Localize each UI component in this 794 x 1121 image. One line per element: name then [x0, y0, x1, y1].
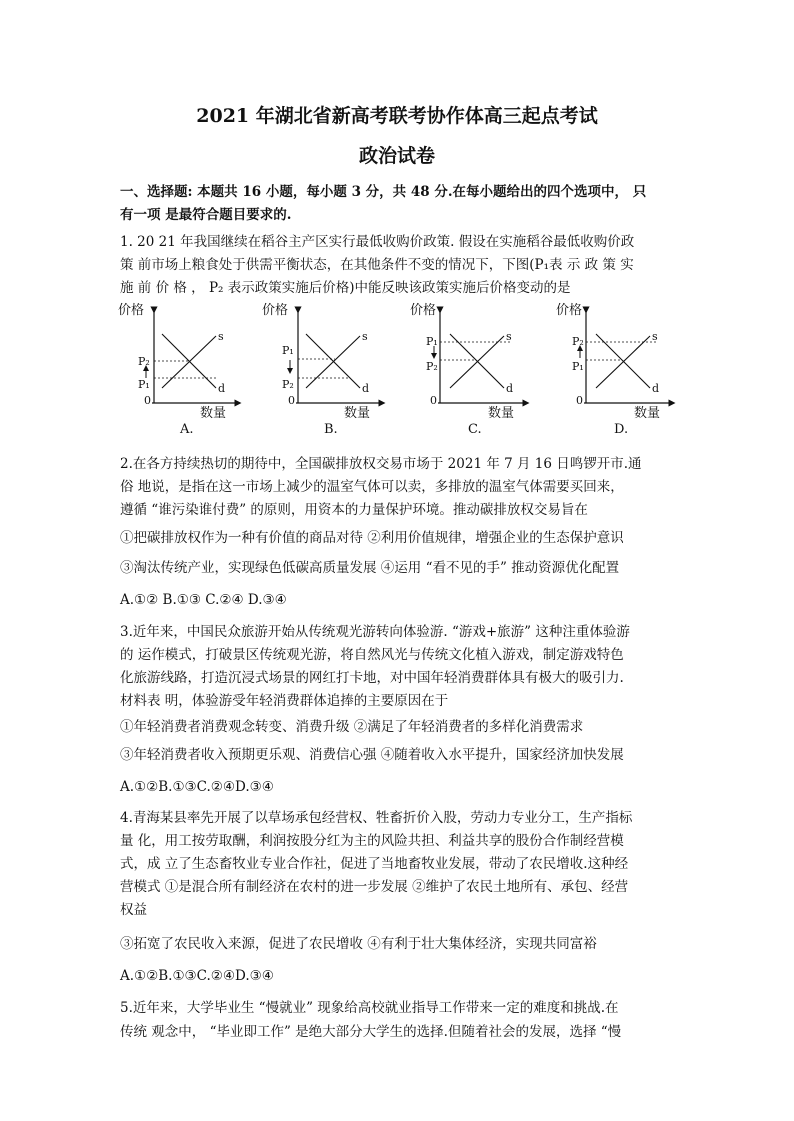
graph-c[interactable]	[410, 300, 530, 440]
section-instruction-line1: 一、选择题: 本题共 16 小题，每小题 3 分，共 48 分.在每小题给出的四个选项中， 只	[120, 184, 647, 200]
supply-label: s	[506, 330, 512, 343]
demand-label: d	[506, 382, 514, 395]
x-axis-label: 数量	[634, 406, 661, 421]
origin-label: 0	[430, 394, 437, 407]
q5-line2: 传统 观念中， “毕业即工作” 是绝大部分大学生的选择.但随着社会的发展，选择 “慢	[120, 1024, 622, 1040]
q4-line5: 权益	[120, 902, 147, 918]
q3-line4: 材料表 明，体验游受年轻消费群体追捧的主要原因在于	[120, 693, 449, 709]
page-title: 2021 年湖北省新高考联考协作体高三起点考试	[196, 105, 598, 127]
graph-d[interactable]	[556, 300, 676, 440]
q3-option-line1: ①年轻消费者消费观念转变、消费升级 ②满足了年轻消费者的多样化消费需求	[120, 719, 584, 735]
q4-line2: 量 化，用工按劳取酬，利润按股分红为主的风险共担、利益共享的股份合作制经营模	[120, 833, 624, 849]
origin-label: 0	[288, 394, 295, 407]
q4-line4: 营模式 ①是混合所有制经济在农村的进一步发展 ②维护了农民土地所有、承包、经营	[120, 879, 629, 895]
graph-option-label: D.	[614, 422, 629, 437]
supply-label: s	[362, 330, 368, 343]
q3-line3: 化旅游线路，打造沉浸式场景的网红打卡地，对中国年轻消费群体具有极大的吸引力.	[120, 670, 624, 686]
supply-label: s	[218, 330, 224, 343]
demand-label: d	[362, 382, 370, 395]
q4-answers: A.①②B.①③C.②④D.③④	[120, 968, 274, 984]
graph-a[interactable]	[118, 300, 238, 440]
upper-price-label: P₁	[282, 344, 294, 357]
q2-line2: 俗 地说，是指在这一市场上减少的温室气体可以卖，多排放的温室气体需要买回来，	[120, 479, 624, 495]
q4-line3: 式，成 立了生态畜牧业专业合作社，促进了当地畜牧业发展，带动了农民增收.这种经	[120, 856, 629, 872]
demand-label: d	[218, 382, 226, 395]
lower-price-label: P₁	[572, 360, 584, 373]
x-axis-label: 数量	[200, 406, 227, 421]
lower-price-label: P₂	[282, 378, 294, 391]
q2-option-line1: ①把碳排放权作为一种有价值的商品对待 ②利用价值规律，增强企业的生态保护意识	[120, 530, 624, 546]
q2-line3: 遵循 “谁污染谁付费” 的原则，用资本的力量保护环境。推动碳排放权交易旨在	[120, 502, 588, 518]
graph-b[interactable]	[262, 300, 382, 440]
y-axis-label: 价格	[118, 303, 145, 318]
q5-line1: 5.近年来，大学毕业生 “慢就业” 现象给高校就业指导工作带来一定的难度和挑战.在	[120, 1000, 619, 1016]
q1-line2: 策 前市场上粮食处于供需平衡状态，在其他条件不变的情况下，下图(P₁表 示 政 策 实	[120, 257, 634, 273]
upper-price-label: P₂	[138, 355, 150, 368]
graph-option-label: C.	[468, 422, 482, 437]
y-axis-label: 价格	[556, 303, 583, 318]
q3-line2: 的 运作模式，打破景区传统观光游，将自然风光与传统文化植入游戏，制定游戏特色	[120, 647, 624, 663]
y-axis-label: 价格	[410, 303, 437, 318]
upper-price-label: P₂	[572, 335, 584, 348]
graph-option-label: B.	[324, 422, 338, 437]
upper-price-label: P₁	[426, 335, 438, 348]
section-instruction-line2: 有一项 是最符合题目要求的.	[120, 207, 292, 223]
q4-line1: 4.青海某县率先开展了以草场承包经营权、牲畜折价入股，劳动力专业分工，生产指标	[120, 810, 633, 826]
origin-label: 0	[144, 394, 151, 407]
supply-label: s	[652, 330, 658, 343]
q4-option-line1: ③拓宽了农民收入来源，促进了农民增收 ④有利于壮大集体经济，实现共同富裕	[120, 936, 597, 952]
graph-option-label: A.	[180, 422, 194, 437]
x-axis-label: 数量	[344, 406, 371, 421]
q2-option-line2: ③淘汰传统产业，实现绿色低碳高质量发展 ④运用 “看不见的手” 推动资源优化配置	[120, 560, 620, 576]
origin-label: 0	[576, 394, 583, 407]
x-axis-label: 数量	[488, 406, 515, 421]
q3-answers: A.①②B.①③C.②④D.③④	[120, 779, 274, 795]
q1-line3: 施 前 价 格 ， P₂ 表示政策实施后价格)中能反映该政策实施后价格变动的是	[120, 280, 571, 296]
lower-price-label: P₁	[138, 378, 150, 391]
q2-answers: A.①② B.①③ C.②④ D.③④	[120, 592, 287, 608]
q3-option-line2: ③年轻消费者收入预期更乐观、消费信心强 ④随着收入水平提升，国家经济加快发展	[120, 747, 624, 763]
q2-line1: 2.在各方持续热切的期待中，全国碳排放权交易市场于 2021 年 7 月 16 日鸣锣开市.通	[120, 456, 642, 472]
q1-line1: 1. 20 21 年我国继续在稻谷主产区实行最低收购价政策. 假设在实施稻谷最低收购价政	[120, 234, 635, 250]
y-axis-label: 价格	[262, 303, 289, 318]
page-subtitle: 政治试卷	[358, 145, 435, 167]
lower-price-label: P₂	[426, 360, 438, 373]
q3-line1: 3.近年来，中国民众旅游开始从传统观光游转向体验游. “游戏+旅游” 这种注重体验游	[120, 624, 630, 640]
demand-label: d	[652, 382, 660, 395]
